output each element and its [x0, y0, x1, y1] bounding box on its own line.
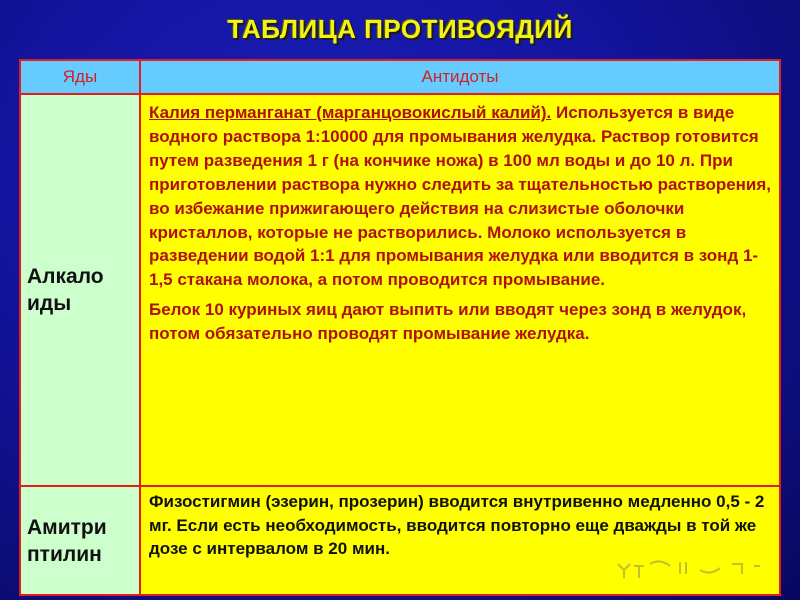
poison-name-line2: иды [27, 292, 72, 315]
poison-name-line1: Амитри [27, 515, 107, 539]
poison-cell [20, 94, 140, 486]
antidote-paragraph [149, 101, 773, 292]
table-row [20, 486, 780, 595]
antidote-text: Используется в виде водного раствора 1:10000 для промывания желудка. Раствор готовится путем разведения 1 г (на кончике ножа) в 100 мл воды и до 10 л. При приготовлении раствора нужно следить за тщательностью растворения, во избежание прижигающего действия на слизистые оболочки кристаллов, которые не растворились. Молоко используется в разведении водой 1:1 для промывания желудка или вводится в зонд 1-1,5 стакана молока, а потом проводится промывание. [149, 103, 772, 290]
table-row [20, 94, 780, 486]
poison-cell [20, 486, 140, 595]
antidote-heading: Калия перманганат (марганцовокислый калий). [149, 103, 552, 122]
poison-name-line1: Алкало [27, 265, 104, 288]
antidote-cell [140, 486, 780, 595]
page-title: ТАБЛИЦА ПРОТИВОЯДИЙ [227, 14, 573, 44]
antidote-paragraph [149, 298, 773, 346]
poison-name-line2: птилин [27, 542, 102, 566]
antidotes-table [19, 59, 781, 596]
antidote-text: Физостигмин (эзерин, прозерин) вводится внутривенно медленно 0,5 - 2 мг. Если есть необходимость, вводится повторно еще дважды в той же дозе с интервалом в 20 мин. [149, 492, 765, 558]
column-header-antidotes: Антидоты [140, 60, 780, 94]
table-header-row [20, 60, 780, 94]
column-header-poisons: Яды [20, 60, 140, 94]
antidote-text: Белок 10 куриных яиц дают выпить или вводят через зонд в желудок, потом обязательно проводят промывание желудка. [149, 300, 747, 344]
antidote-cell [140, 94, 780, 486]
